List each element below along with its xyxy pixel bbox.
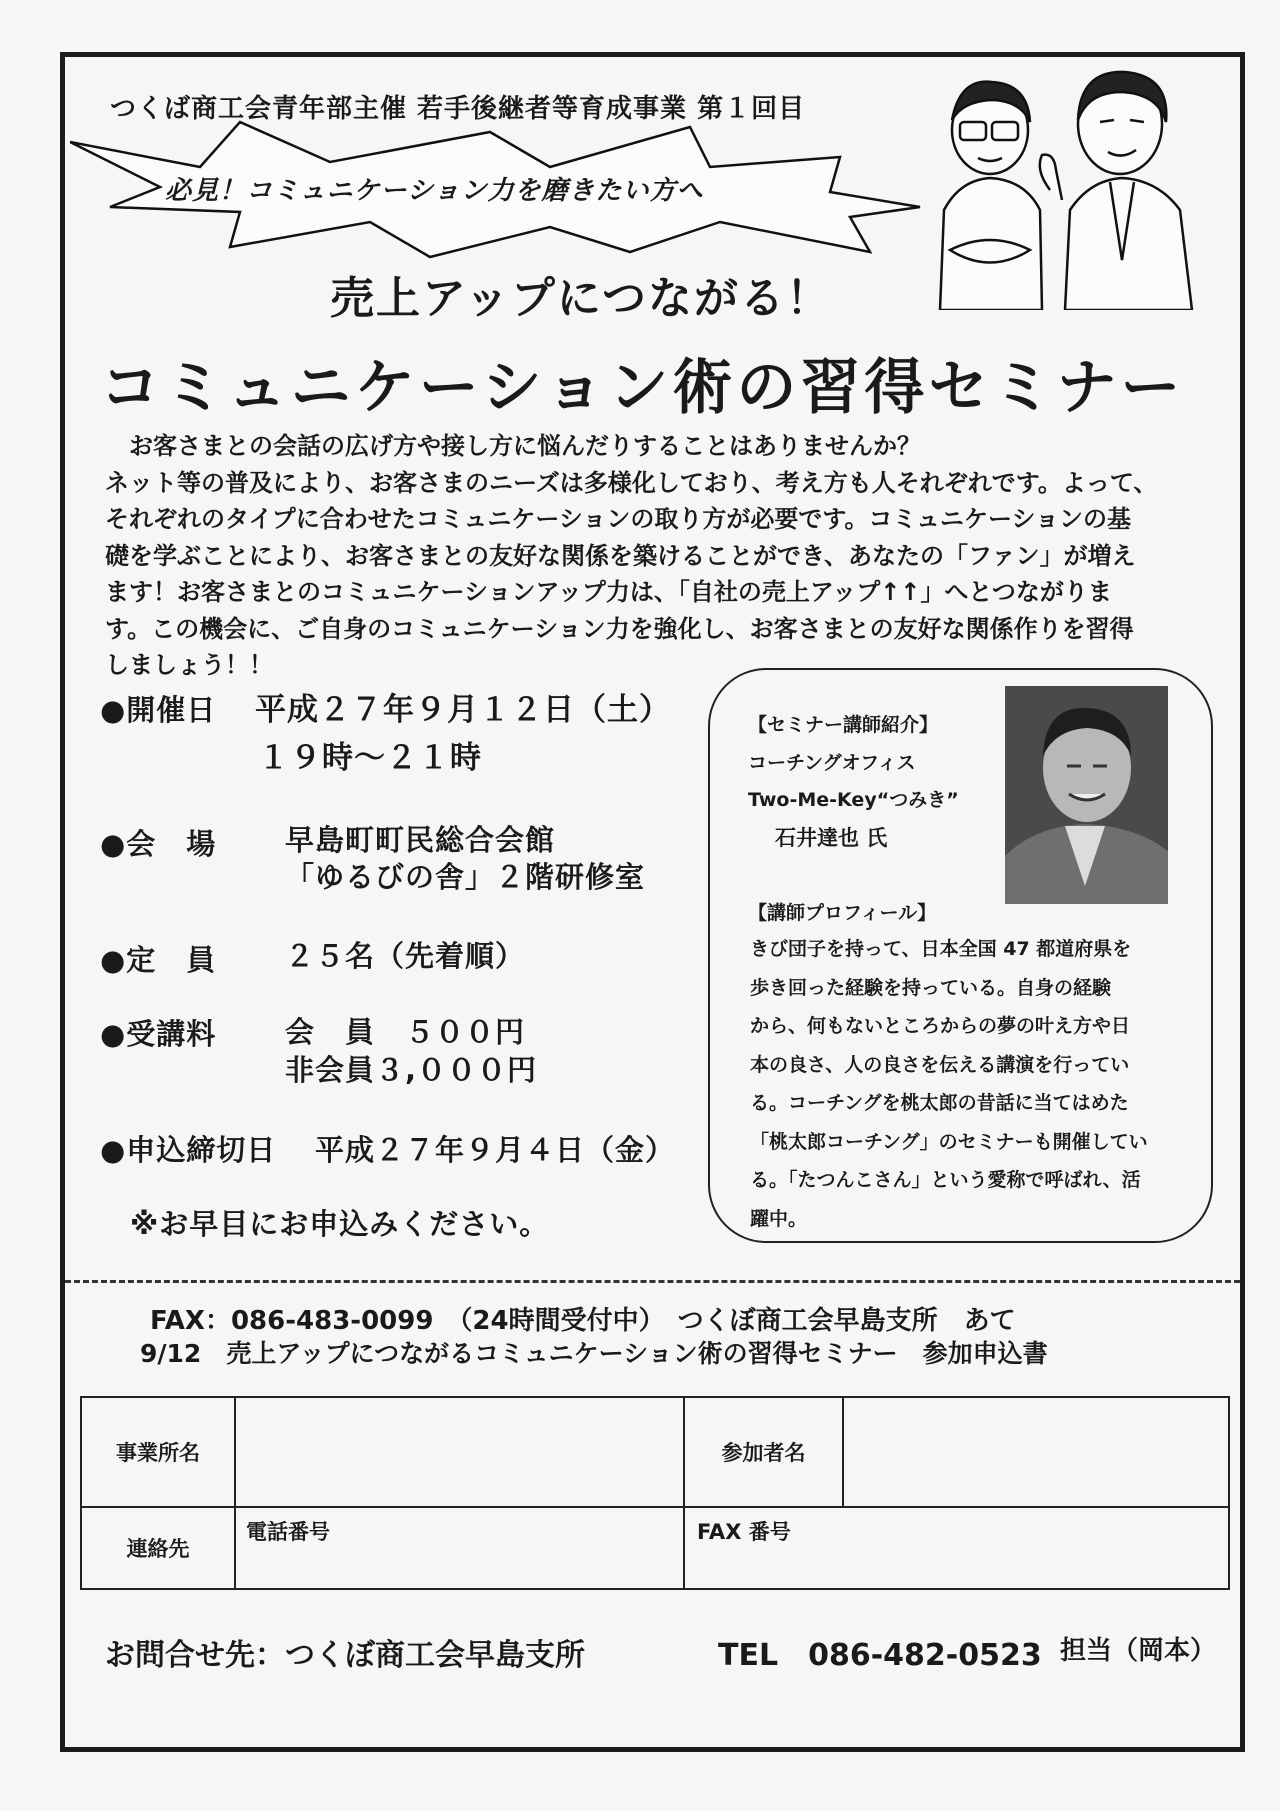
participant-name-label: 参加者名: [684, 1397, 843, 1507]
phone-label: 電話番号: [246, 1520, 330, 1544]
intro-line: ます！お客さまとのコミュニケーションアップ力は、「自社の売上アップ↑↑」へとつながりま: [105, 578, 1112, 606]
profile-line: 歩き回った経験を持っている。自身の経験: [750, 976, 1112, 999]
early-apply-note: ※お早目にお申込みください。: [130, 1207, 550, 1241]
profile-text: [750, 930, 1190, 1238]
intro-line: 礎を学ぶことにより、お客さまとの友好な関係を築けることができ、あなたの「ファン」が増え: [105, 541, 1136, 570]
fee-member: 会 員 ５００円: [285, 1015, 526, 1049]
organizer-line: つくば商工会青年部主催 若手後継者等育成事業 第１回目: [110, 94, 806, 124]
burst-text: 必見！コミュニケーション力を磨きたい方へ: [165, 176, 704, 206]
intro-line: それぞれのタイプに合わせたコミュニケーションの取り方が必要です。コミュニケーションの基: [105, 505, 1131, 533]
venue-label: ●会 場: [100, 827, 217, 861]
title-line-1: 売上アップにつながる！: [330, 273, 833, 324]
intro-paragraph: [105, 428, 1215, 684]
inquiry-contact: お問合せ先：つくぼ商工会早島支所: [105, 1638, 585, 1673]
venue-value-2: 「ゆるびの舎」２階研修室: [285, 860, 646, 894]
venue-value-1: 早島町町民総合会館: [285, 823, 556, 857]
intro-line: お客さまとの会話の広げ方や接し方に悩んだりすることはありませんか？: [105, 432, 921, 460]
contact-label: 連絡先: [81, 1507, 235, 1589]
instructor-photo: [1005, 686, 1168, 904]
instructor-heading: 【セミナー講師紹介】: [748, 714, 939, 736]
date-value: 平成２７年９月１２日（土）: [255, 692, 671, 728]
office-name-field[interactable]: [235, 1397, 684, 1507]
deadline-value: 平成２７年９月４日（金）: [315, 1133, 676, 1167]
profile-line: 躍中。: [750, 1207, 808, 1230]
fax-number-label: FAX 番号: [697, 1520, 791, 1544]
instructor-name: 石井達也 氏: [775, 826, 888, 850]
deadline-label: ●申込締切日: [100, 1133, 277, 1167]
illustration-two-people: [930, 60, 1200, 310]
intro-line: ネット等の普及により、お客さまのニーズは多様化しており、考え方も人それぞれです。よって、: [105, 468, 1158, 497]
profile-line: きび団子を持って、日本全国 47 都道府県を: [750, 938, 1132, 960]
profile-line: 「桃太郎コーチング」のセミナーも開催してい: [750, 1130, 1148, 1153]
profile-heading: 【講師プロフィール】: [748, 902, 937, 924]
capacity-value: ２５名（先着順）: [285, 939, 526, 973]
capacity-label: ●定 員: [100, 943, 217, 977]
intro-line: す。この機会に、ご自身のコミュニケーション力を強化し、お客さまとの友好な関係作りを習得: [105, 614, 1134, 643]
profile-line: る。「たつんこさん」という愛称で呼ばれ、活: [750, 1169, 1141, 1191]
profile-line: 本の良さ、人の良さを伝える講演を行ってい: [750, 1053, 1130, 1076]
date-label: ●開催日: [100, 693, 217, 727]
intro-line: しましょう！！: [105, 651, 273, 679]
profile-line: から、何もないところからの夢の叶え方や日: [750, 1015, 1131, 1037]
title-line-2: コミュニケーション術の習得セミナー: [100, 353, 1185, 423]
office-name-label: 事業所名: [81, 1397, 235, 1507]
fax-field[interactable]: [684, 1507, 1229, 1589]
inquiry-tel: TEL 086-482-0523: [718, 1638, 1042, 1673]
instructor-office-1: コーチングオフィス: [748, 752, 916, 774]
fee-label: ●受講料: [100, 1017, 217, 1051]
fax-line: FAX：086-483-0099 （24時間受付中） つくぼ商工会早島支所 あて: [150, 1306, 1016, 1336]
application-form-title: 9/12 売上アップにつながるコミュニケーション術の習得セミナー 参加申込書: [140, 1339, 1048, 1368]
participant-name-field[interactable]: [843, 1397, 1229, 1507]
person-in-charge: 担当（岡本）: [1060, 1636, 1217, 1666]
fee-nonmember: 非会員３,０００円: [285, 1053, 538, 1087]
instructor-office-2: Two-Me-Key“つみき”: [748, 789, 959, 811]
cut-line: [65, 1280, 1240, 1283]
time-value: １９時～２１時: [258, 740, 482, 776]
phone-field[interactable]: [235, 1507, 684, 1589]
application-form: [80, 1396, 1230, 1590]
profile-line: る。コーチングを桃太郎の昔話に当てはめた: [750, 1092, 1129, 1114]
